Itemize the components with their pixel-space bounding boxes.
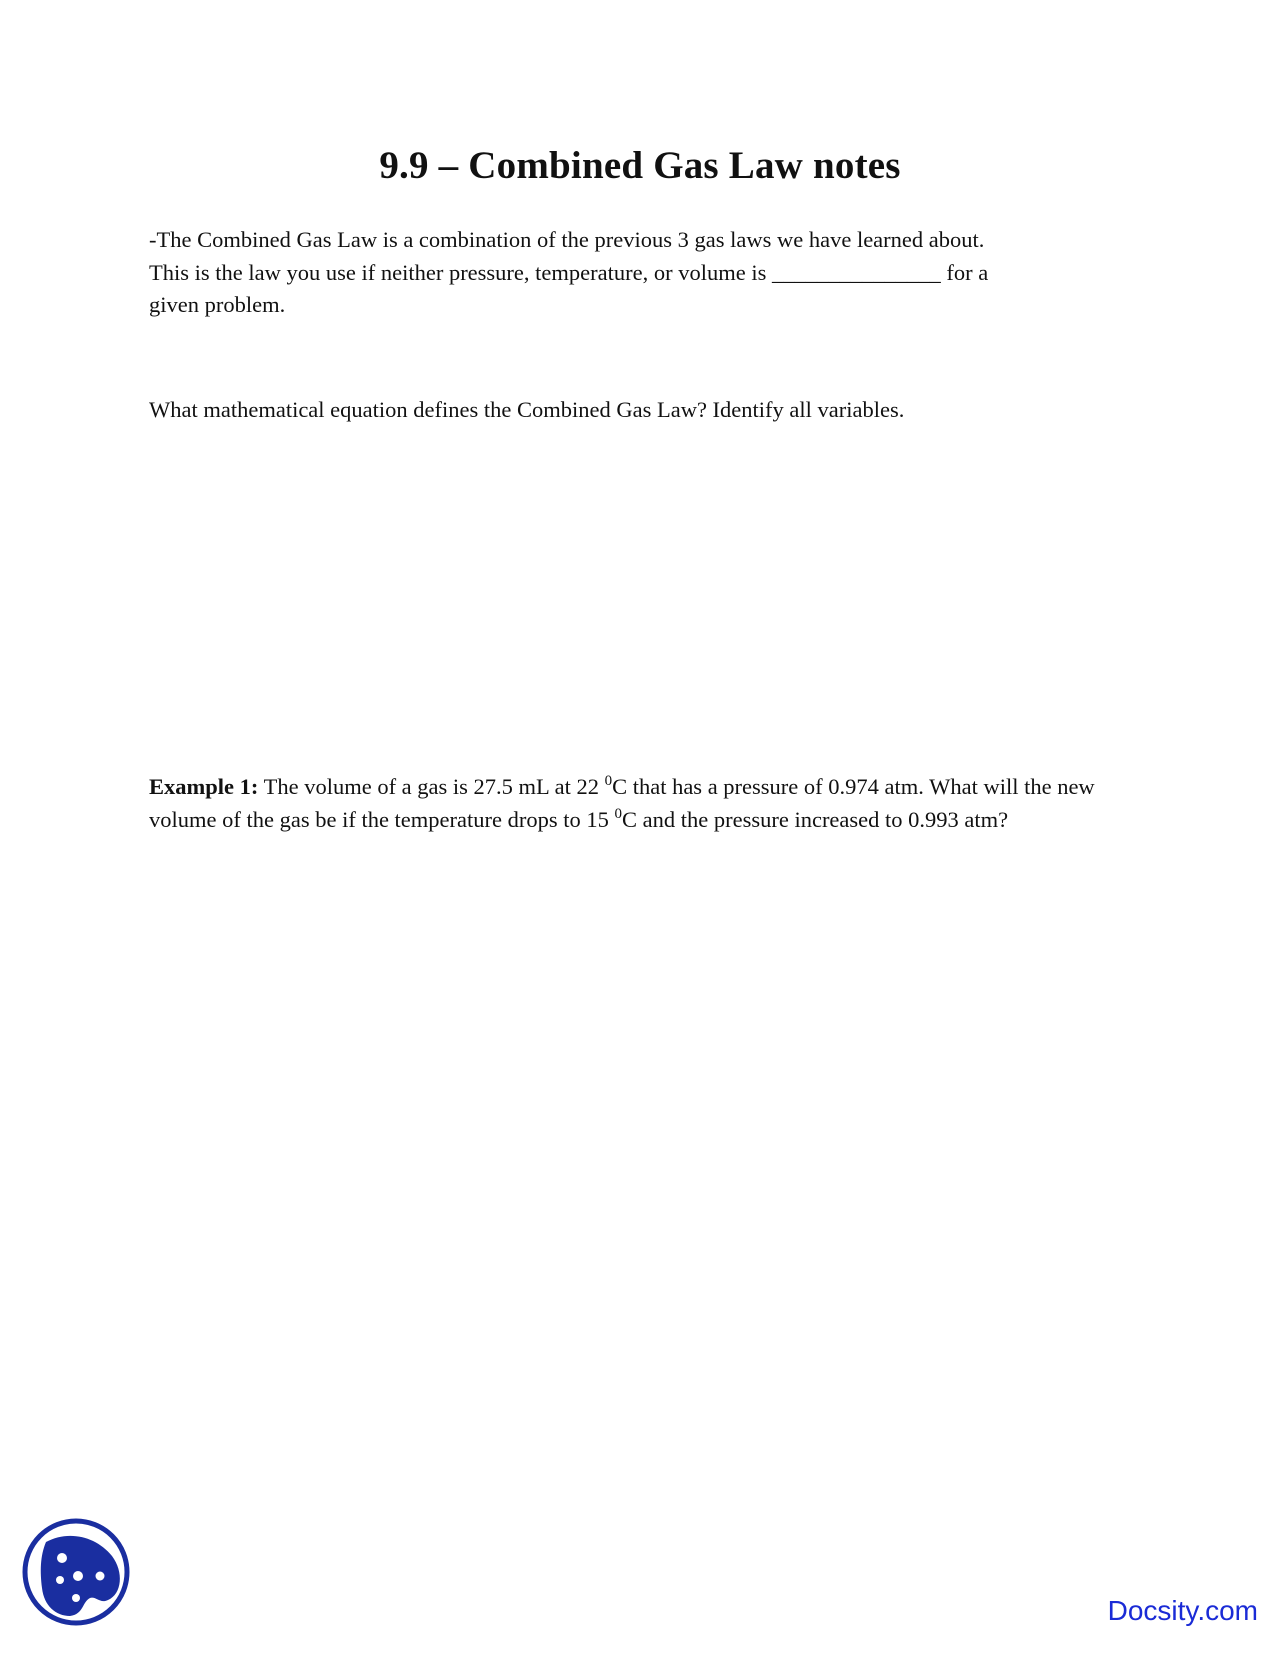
degree-superscript-1: 0 <box>604 773 613 789</box>
docsity-logo-icon[interactable] <box>20 1516 132 1628</box>
docsity-brand-link[interactable]: Docsity.com <box>1107 1595 1258 1626</box>
example-text-1: The volume of a gas is 27.5 mL at 22 <box>258 774 605 799</box>
page-title: 9.9 – Combined Gas Law notes <box>379 144 901 187</box>
degree-superscript-2: 0 <box>614 805 622 822</box>
example-text-3: C and the pressure increased to 0.993 atm? <box>622 806 1009 832</box>
example-text-2: C that has a pressure of 0.974 atm. What will the new volume of the gas be if the temperature drops to 15 <box>149 774 1095 832</box>
example-label: Example 1: <box>149 774 259 799</box>
intro-line-3: given problem. <box>149 292 286 317</box>
intro-line-2: This is the law you use if neither pressure, temperature, or volume is _______________ for a <box>149 259 989 285</box>
intro-line-1: -The Combined Gas Law is a combination of the previous 3 gas laws we have learned about. <box>149 227 985 252</box>
question-paragraph: What mathematical equation defines the Combined Gas Law? Identify all variables. <box>149 397 905 422</box>
example-paragraph <box>149 771 1109 836</box>
intro-paragraph <box>149 224 1109 322</box>
